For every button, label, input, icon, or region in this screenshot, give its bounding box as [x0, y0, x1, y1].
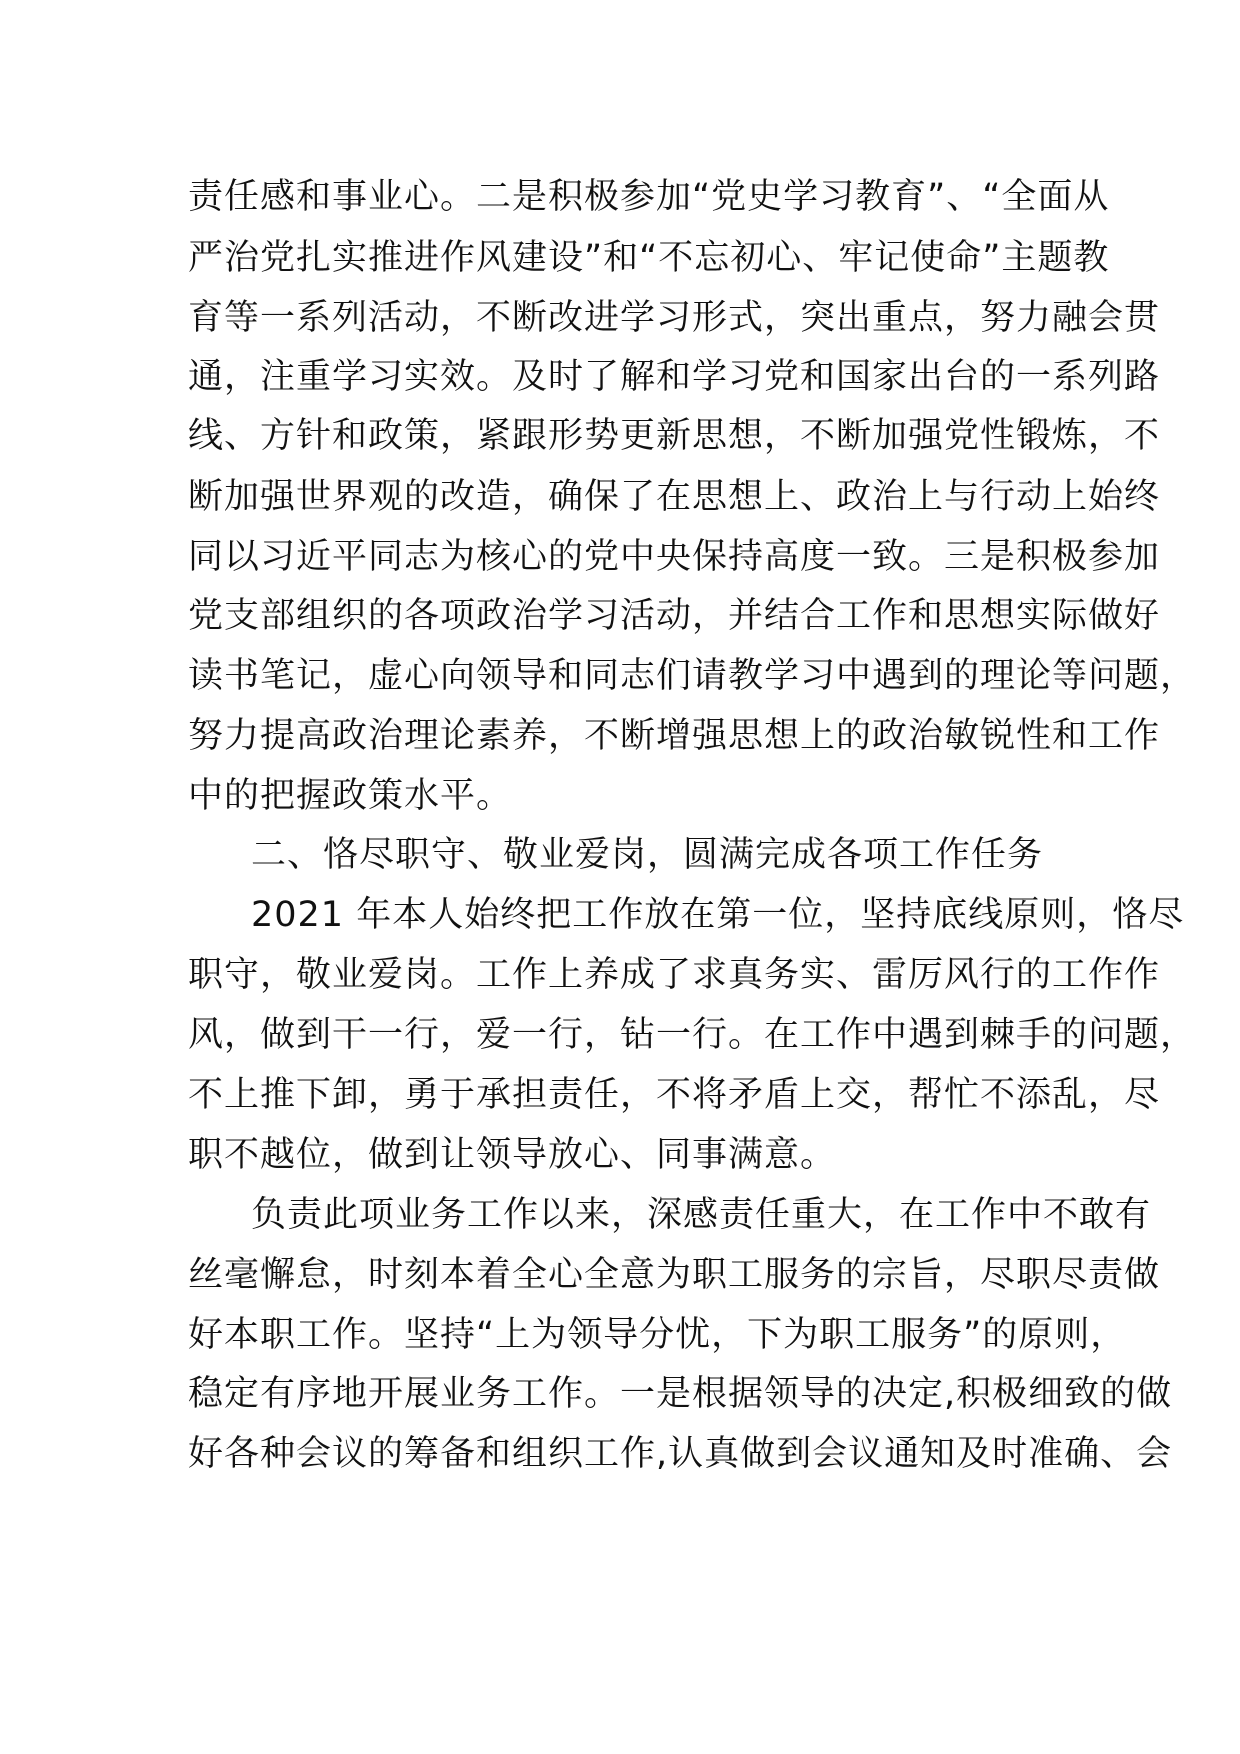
text-line: 读书笔记，虚心向领导和同志们请教学习中遇到的理论等问题， [188, 656, 1197, 696]
text-line: 风，做到干一行，爱一行，钻一行。在工作中遇到棘手的问题， [188, 1015, 1197, 1055]
text-line: 线、方针和政策，紧跟形势更新思想，不断加强党性锻炼，不 [188, 416, 1161, 456]
text-line: 育等一系列活动，不断改进学习形式，突出重点，努力融会贯 [188, 298, 1161, 338]
text-line: 同以习近平同志为核心的党中央保持高度一致。三是积极参加 [188, 537, 1161, 577]
text-line: 责任感和事业心。二是积极参加“党史学习教育”、“全面从 [188, 177, 1110, 217]
text-line: 负责此项业务工作以来，深感责任重大，在工作中不敢有 [251, 1195, 1152, 1235]
text-line: 好本职工作。坚持“上为领导分忧，下为职工服务”的原则， [188, 1315, 1127, 1355]
section-heading: 二、恪尽职守、敬业爱岗，圆满完成各项工作任务 [251, 835, 1044, 875]
text-line: 丝毫懈怠，时刻本着全心全意为职工服务的宗旨，尽职尽责做 [188, 1255, 1161, 1295]
text-line: 2021 年本人始终把工作放在第一位，坚持底线原则，恪尽 [251, 895, 1185, 935]
text-line: 通，注重学习实效。及时了解和学习党和国家出台的一系列路 [188, 357, 1161, 397]
text-line: 稳定有序地开展业务工作。一是根据领导的决定,积极细致的做 [188, 1374, 1173, 1414]
text-line: 好各种会议的筹备和组织工作,认真做到会议通知及时准确、会 [188, 1434, 1173, 1474]
text-line: 严治党扎实推进作风建设”和“不忘初心、牢记使命”主题教 [188, 238, 1110, 278]
text-line: 党支部组织的各项政治学习活动，并结合工作和思想实际做好 [188, 596, 1161, 636]
text-line: 不上推下卸，勇于承担责任，不将矛盾上交，帮忙不添乱，尽 [188, 1075, 1161, 1115]
text-line: 职守，敬业爱岗。工作上养成了求真务实、雷厉风行的工作作 [188, 955, 1161, 995]
text-line: 断加强世界观的改造，确保了在思想上、政治上与行动上始终 [188, 477, 1161, 517]
text-line: 职不越位，做到让领导放心、同事满意。 [188, 1135, 837, 1175]
text-line: 努力提高政治理论素养，不断增强思想上的政治敏锐性和工作 [188, 716, 1161, 756]
text-line: 中的把握政策水平。 [188, 776, 513, 816]
